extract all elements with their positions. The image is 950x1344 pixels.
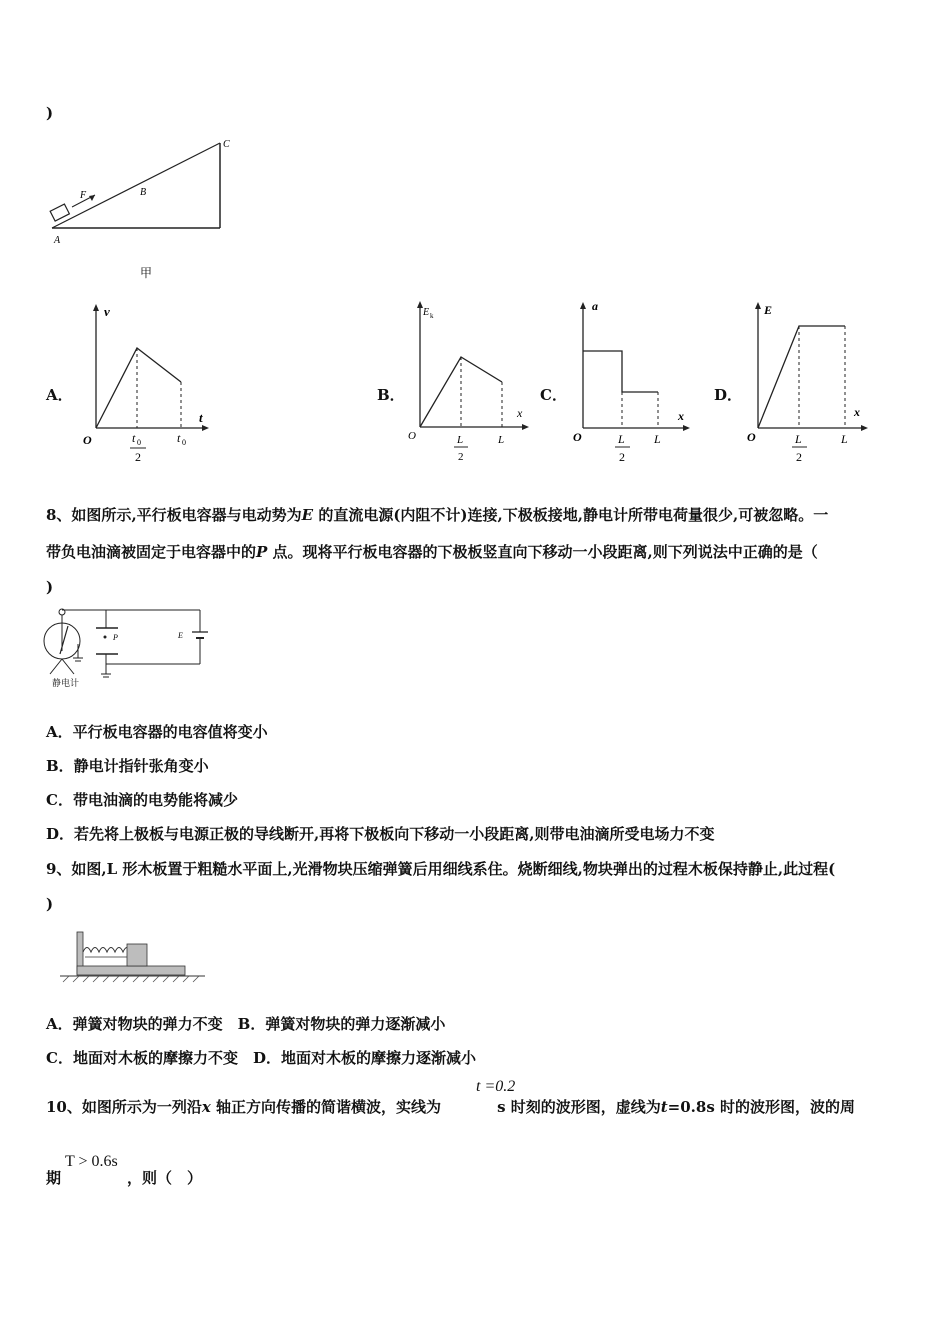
- tick-half-den: 2: [796, 450, 802, 464]
- axis-label-t: t: [199, 410, 203, 425]
- incline-block: [50, 204, 69, 221]
- axis-label-v: v: [104, 304, 110, 319]
- origin-label: O: [573, 430, 582, 444]
- formula-period: T > 0.6s: [65, 1153, 118, 1170]
- electroscope-leg-l: [50, 659, 62, 674]
- label-p: P: [113, 633, 118, 642]
- incline-label-f: F: [80, 190, 87, 201]
- q8-option-c[interactable]: C．带电油滴的电势能将减少: [46, 791, 238, 809]
- axis-label-ek: E: [423, 307, 430, 318]
- x-arrow: [683, 425, 690, 431]
- axis-label-x: x: [517, 406, 523, 420]
- origin-label: O: [408, 430, 416, 442]
- y-arrow: [755, 302, 761, 309]
- ek-x-curve: [420, 357, 502, 427]
- q9-options-row2[interactable]: C．地面对木板的摩擦力不变 D．地面对木板的摩擦力逐渐减小: [46, 1049, 476, 1067]
- q7-option-b-graph[interactable]: [405, 297, 535, 472]
- electroscope-caption: 静电计: [52, 679, 80, 689]
- electroscope-needle: [60, 626, 68, 654]
- axis-label-x: x: [854, 405, 860, 419]
- incline-figure: [40, 135, 240, 255]
- q8-option-a[interactable]: A．平行板电容器的电容值将变小: [46, 723, 268, 741]
- q10-stem-line1: 10、如图所示为一列沿x 轴正方向传播的简谐横波，实线为 s 时刻的波形图，虚线为t=0.8s 时的波形图，波的周: [46, 1098, 856, 1116]
- q9-options-row1[interactable]: A．弹簧对物块的弹力不变 B．弹簧对物块的弹力逐渐减小: [46, 1015, 446, 1033]
- oil-drop-p: [104, 636, 107, 639]
- board-base: [77, 966, 185, 975]
- spring-board-figure: [55, 926, 215, 986]
- q7-option-c-graph[interactable]: [568, 296, 698, 471]
- q10-stem-line2: 期 ，则（ ）: [46, 1169, 203, 1187]
- q7-option-b-letter[interactable]: B．: [377, 386, 405, 404]
- figure-label-jia: 甲: [140, 266, 153, 280]
- tick-full-sub: 0: [182, 438, 186, 447]
- incline-label-a: A: [54, 235, 61, 246]
- tick-full: t: [177, 431, 181, 445]
- y-arrow: [580, 302, 586, 309]
- axis-label-x: x: [678, 409, 684, 423]
- e-x-curve: [758, 326, 845, 428]
- q8-paren-close: ): [46, 578, 54, 596]
- incline-label-b: B: [140, 187, 147, 198]
- q8-option-d[interactable]: D．若先将上极板与电源正极的导线断开,再将下极板向下移动一小段距离,则带电油滴所受电场力不变: [46, 825, 715, 843]
- q7-option-d-graph[interactable]: [742, 296, 877, 471]
- x-arrow: [202, 425, 209, 431]
- q8-stem-line1: 8、如图所示,平行板电容器与电动势为E 的直流电源(内阻不计)连接,下极板接地,静电计所带电荷量很少,可被忽略。一: [46, 506, 829, 524]
- q9-stem-line1: 9、如图,L 形木板置于粗糙水平面上,光滑物块压缩弹簧后用细线系住。烧断细线,物块弹出的过程木板保持静止,此过程(: [46, 860, 836, 878]
- tick-half-sub: 0: [137, 438, 141, 447]
- tick-half-num: L: [457, 434, 464, 446]
- spring: [83, 948, 131, 953]
- label-e: E: [178, 631, 183, 640]
- v-t-curve: [96, 348, 181, 428]
- origin-label: O: [83, 433, 92, 447]
- tick-half-num: L: [618, 432, 625, 446]
- axis-label-ek-sub: k: [430, 312, 434, 320]
- q7-option-a-graph[interactable]: [80, 300, 220, 470]
- incline-slope: [52, 143, 220, 228]
- q9-paren-close: ): [46, 895, 54, 913]
- ground-hatch: [63, 976, 199, 982]
- tick-full: L: [498, 434, 505, 446]
- tick-half-den: 2: [619, 450, 625, 464]
- x-arrow: [522, 424, 529, 430]
- tick-half-den: 2: [135, 450, 141, 464]
- formula-t-equals: t =0.2: [476, 1078, 516, 1095]
- tick-full: L: [654, 432, 661, 446]
- axis-label-e: E: [764, 303, 773, 317]
- axis-label-a: a: [592, 299, 598, 313]
- a-x-step: [583, 351, 658, 392]
- origin-label: O: [747, 430, 756, 444]
- q8-stem-line2: 带负电油滴被固定于电容器中的P 点。现将平行板电容器的下极板竖直向下移动一小段距离,则下列说法中正确的是（: [46, 543, 818, 561]
- incline-label-c: C: [223, 139, 230, 150]
- y-arrow: [93, 304, 99, 311]
- tick-half-num: L: [795, 432, 802, 446]
- tick-half-den: 2: [458, 451, 464, 463]
- q7-option-a-letter[interactable]: A．: [46, 386, 73, 404]
- q8-option-b[interactable]: B．静电计指针张角变小: [46, 757, 209, 775]
- q7-option-c-letter[interactable]: C．: [540, 386, 567, 404]
- tick-full: L: [841, 432, 848, 446]
- x-arrow: [861, 425, 868, 431]
- q7-paren-close: ): [46, 104, 54, 122]
- q7-option-d-letter[interactable]: D．: [714, 386, 743, 404]
- electroscope-leg-r: [62, 659, 74, 674]
- tick-half-num: t: [132, 431, 136, 445]
- block: [127, 944, 147, 966]
